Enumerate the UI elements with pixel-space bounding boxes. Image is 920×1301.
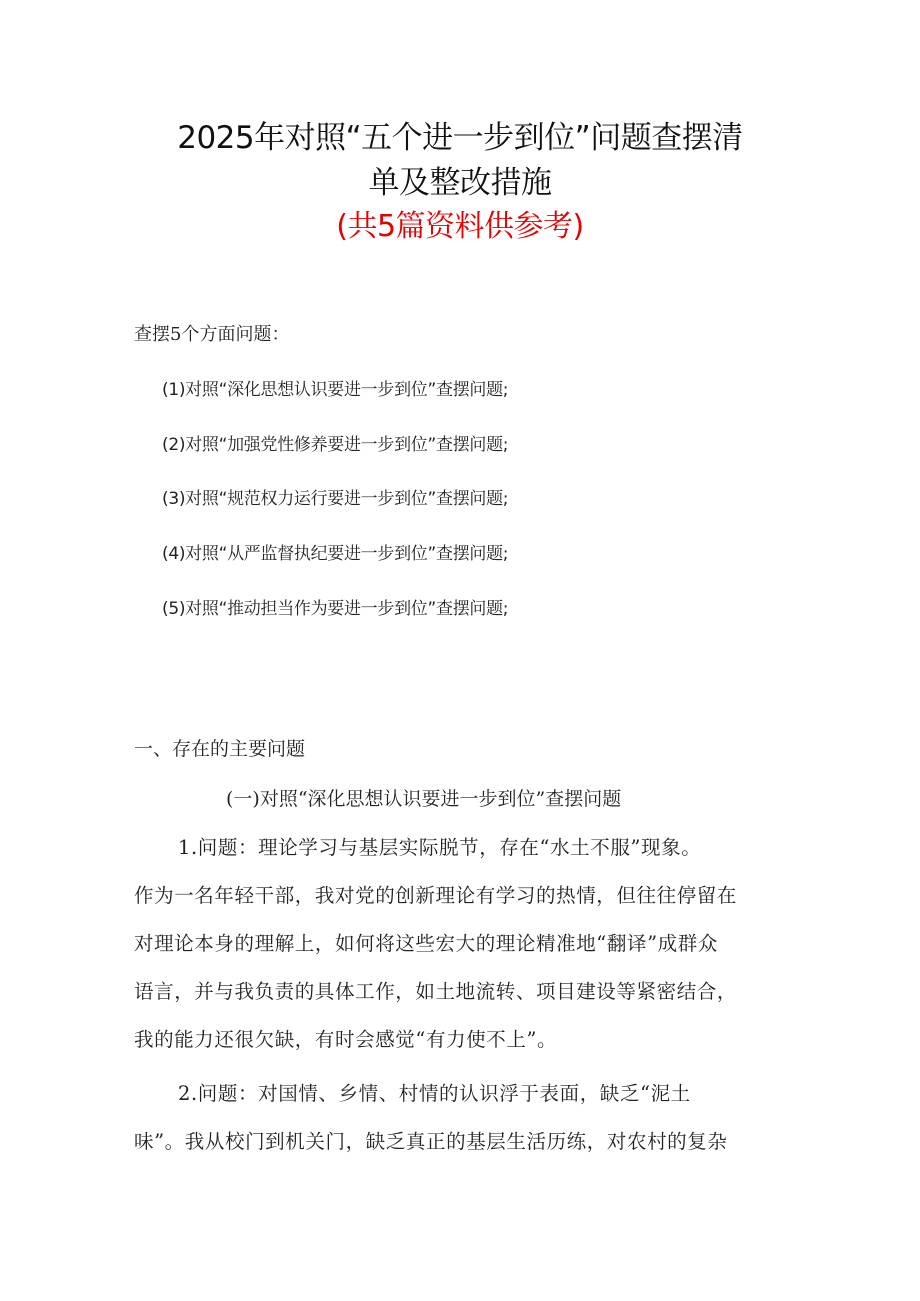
list-item: (2)对照“加强党性修养要进一步到位”查摆问题;	[162, 435, 509, 455]
subsection-heading: (一)对照“深化思想认识要进一步到位”查摆问题	[226, 788, 622, 810]
body-text-line: 语言，并与我负责的具体工作，如土地流转、项目建设等紧密结合，	[134, 980, 738, 1003]
body-text-line: 我的能力还很欠缺，有时会感觉“有力使不上”。	[134, 1028, 558, 1051]
body-text-line: 对理论本身的理解上，如何将这些宏大的理论精准地“翻译”成群众	[134, 932, 718, 955]
list-item: (5)对照“推动担当作为要进一步到位”查摆问题;	[162, 599, 509, 619]
section-heading: 一、存在的主要问题	[134, 738, 306, 760]
document-subtitle: (共5篇资料供参考)	[336, 209, 584, 244]
list-item: (3)对照“规范权力运行要进一步到位”查摆问题;	[162, 489, 509, 509]
list-item: (4)对照“从严监督执纪要进一步到位”查摆问题;	[162, 544, 509, 564]
document-title-line-1: 2025年对照“五个进一步到位”问题查摆清	[177, 120, 743, 156]
document-title-line-2: 单及整改措施	[368, 165, 552, 201]
body-text-line: 2.问题：对国情、乡情、村情的认识浮于表面，缺乏“泥土	[178, 1082, 691, 1105]
body-text-line: 味”。我从校门到机关门，缺乏真正的基层生活历练，对农村的复杂	[134, 1130, 728, 1153]
list-item: (1)对照“深化思想认识要进一步到位”查摆问题;	[162, 380, 509, 400]
intro-text: 查摆5个方面问题：	[134, 324, 290, 345]
body-text-line: 1.问题：理论学习与基层实际脱节，存在“水土不服”现象。	[178, 836, 702, 859]
body-text-line: 作为一名年轻干部，我对党的创新理论有学习的热情，但往往停留在	[134, 884, 738, 907]
